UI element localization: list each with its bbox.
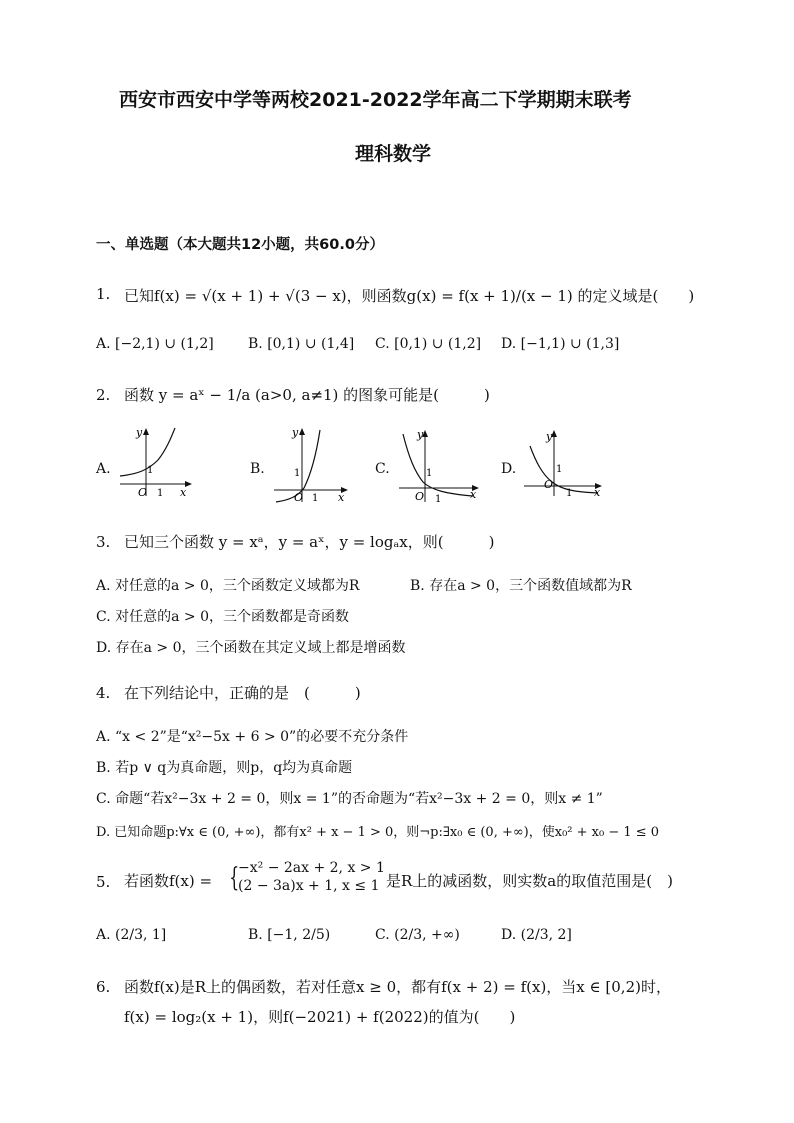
option-b: B. [−1, 2/5)	[248, 927, 331, 943]
question-stem-pre: 若函数f(x) =	[124, 872, 213, 890]
option-d: D. 存在a > 0，三个函数在其定义域上都是增函数	[96, 640, 406, 656]
option-c-label: C.	[375, 461, 390, 477]
question-number: 1.	[96, 285, 111, 303]
option-c: C. 命题“若x²−3x + 2 = 0，则x = 1”的否命题为“若x²−3x + 2 = 0，则x ≠ 1”	[96, 791, 603, 807]
y-axis-arrow-icon	[143, 428, 149, 435]
piecewise-case-2: (2 − 3a)x + 1, x ≤ 1	[238, 878, 380, 894]
origin-label: O	[138, 486, 148, 499]
x-label: x	[470, 488, 477, 501]
tick-one-x: 1	[157, 488, 164, 499]
piecewise-case-1: −x² − 2ax + 2, x > 1	[238, 860, 385, 876]
y-label: y	[546, 430, 553, 443]
option-a: A. “x < 2”是“x²−5x + 6 > 0”的必要不充分条件	[96, 729, 409, 745]
y-label: y	[417, 428, 424, 441]
x-label: x	[180, 486, 187, 499]
option-d-label: D.	[501, 461, 517, 477]
tick-one-y: 1	[147, 465, 154, 476]
origin-label: O	[294, 491, 304, 504]
x-label: x	[594, 486, 601, 499]
tick-one-y: 1	[294, 468, 301, 479]
question-number: 6.	[96, 978, 111, 996]
question-stem: 已知三个函数 y = xᵃ，y = aˣ，y = logₐx，则( )	[124, 533, 495, 551]
x-label: x	[338, 491, 345, 504]
graph-b	[272, 426, 350, 506]
option-b: B. 若p ∨ q为真命题，则p，q均为真命题	[96, 760, 353, 776]
question-stem: 在下列结论中，正确的是 ( )	[124, 684, 361, 702]
option-a-label: A.	[96, 461, 111, 477]
question-stem-line-1: 函数f(x)是R上的偶函数，若对任意x ≥ 0，都有f(x + 2) = f(x)，当x ∈ [0,2)时，	[124, 978, 671, 996]
question-number: 2.	[96, 386, 111, 404]
section-heading: 一、单选题（本大题共12小题，共60.0分）	[96, 237, 384, 253]
question-stem-post: 是R上的减函数，则实数a的取值范围是( )	[386, 872, 673, 890]
option-c: C. [0,1) ∪ (1,2]	[375, 336, 482, 352]
tick-one-x: 1	[566, 488, 573, 499]
question-stem-line-2: f(x) = log₂(x + 1)，则f(−2021) + f(2022)的值为( )	[124, 1008, 516, 1026]
page-title: 西安市西安中学等两校2021-2022学年高二下学期期末联考	[119, 89, 632, 111]
option-d: D. [−1,1) ∪ (1,3]	[501, 336, 620, 352]
curve	[403, 434, 473, 496]
option-b-label: B.	[250, 461, 265, 477]
y-label: y	[136, 426, 143, 439]
question-stem: 已知f(x) = √(x + 1) + √(3 − x)，则函数g(x) = f(x + 1)/(x − 1) 的定义域是( )	[124, 287, 695, 305]
graph-d	[522, 428, 604, 500]
option-a: A. 对任意的a > 0，三个函数定义域都为R	[96, 578, 360, 594]
option-b: B. [0,1) ∪ (1,4]	[248, 336, 355, 352]
graph-a	[118, 426, 194, 502]
brace-icon: {	[229, 863, 240, 893]
option-d: D. (2/3, 2]	[501, 927, 572, 943]
tick-one-y: 1	[426, 468, 433, 479]
option-d: D. 已知命题p:∀x ∈ (0, +∞)，都有x² + x − 1 > 0，则¬p:∃x₀ ∈ (0, +∞)，使x₀² + x₀ − 1 ≤ 0	[96, 825, 660, 840]
graph-c	[397, 428, 481, 506]
question-stem: 函数 y = aˣ − 1/a (a>0, a≠1) 的图象可能是( )	[124, 386, 490, 404]
question-number: 3.	[96, 533, 111, 551]
tick-one-x: 1	[312, 493, 319, 504]
option-c: C. 对任意的a > 0，三个函数都是奇函数	[96, 609, 349, 625]
y-axis-arrow-icon	[299, 428, 305, 435]
tick-one-x: 1	[435, 494, 442, 505]
page-subtitle: 理科数学	[355, 143, 432, 165]
option-a: A. [−2,1) ∪ (1,2]	[96, 336, 214, 352]
question-number: 4.	[96, 684, 111, 702]
tick-one-y: 1	[556, 464, 563, 475]
question-number: 5.	[96, 873, 111, 891]
option-c: C. (2/3, +∞)	[375, 927, 460, 943]
origin-label: O	[544, 478, 554, 491]
option-b: B. 存在a > 0，三个函数值域都为R	[410, 578, 632, 594]
origin-label: O	[415, 490, 425, 503]
y-label: y	[292, 426, 299, 439]
option-a: A. (2/3, 1]	[96, 927, 167, 943]
